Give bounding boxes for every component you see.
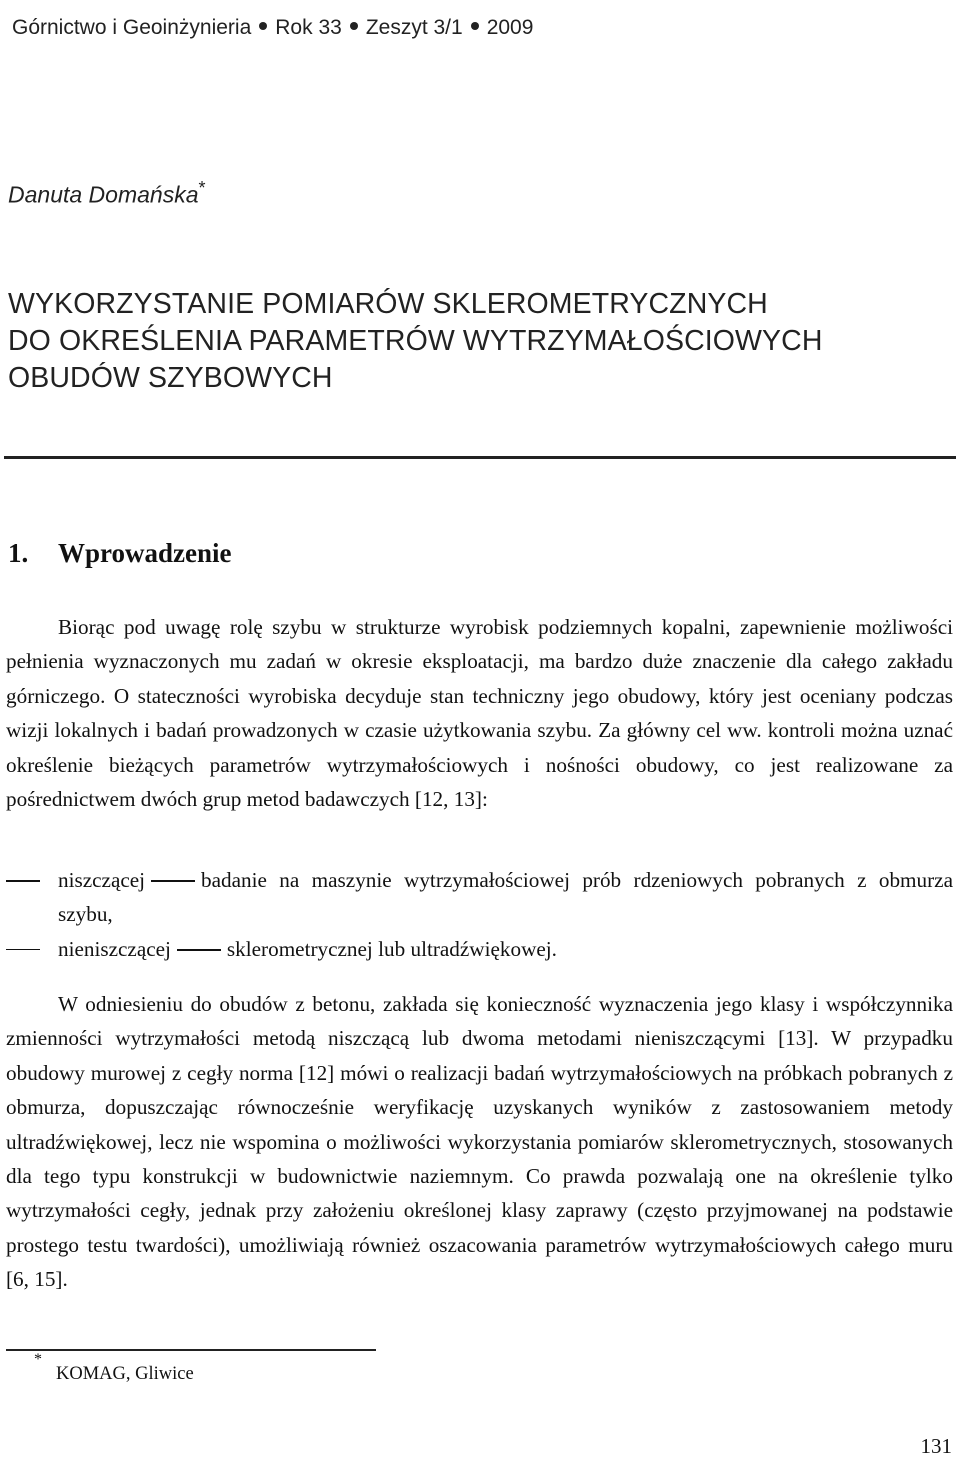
title-line: OBUDÓW SZYBOWYCH [8,362,333,394]
method-list [6,863,953,966]
journal-date: 2009 [486,16,534,39]
footnote-mark: * [34,1351,42,1368]
bullet-separator-icon [350,22,358,30]
list-term: nieniszczącej [58,936,171,961]
list-description: sklerometrycznej lub ultradźwiękowej. [226,936,557,961]
paragraph-text: W odniesieniu do obudów z betonu, zakłada się konieczność wyznaczenia jego klasy i współczynnika zmienności wytrzymałości metodą niszczącą lub dwoma metodami nieniszczącymi [13]. W przypadku obudowy murowej z cegły norma [12] mówi o realizacji badań wytrzymałościowych na próbkach pobranych z obmurza, dopuszczając równocześnie weryfikację uzyskanych wyników z zastosowaniem metody ultradźwiękowej, lecz nie wspomina o możliwości wykorzystania pomiarów sklerometrycznych, stosowanych dla tego typu konstrukcji w budownictwie naziemnym. Co prawda pozwalają one na określenie tylko wytrzymałości cegły, jednak przy założeniu określonej klasy zaprawy (często przyjmowanej na podstawie prostego testu twardości), umożliwiają również oszacowania parametrów wytrzymałościowych całego muru [6, 15]. [6,992,953,1292]
dash-bullet-icon [6,949,40,951]
title-line: WYKORZYSTANIE POMIARÓW SKLEROMETRYCZNYCH [8,288,768,320]
paper-title [8,286,948,397]
section-heading [8,538,232,569]
journal-name: Górnictwo i Geoinżynieria [12,16,252,39]
list-term: niszczącej [58,868,146,892]
author-name: Danuta Domańska [8,181,199,208]
running-head [12,16,533,40]
journal-issue: Zeszyt 3/1 [365,16,463,39]
title-divider [4,456,956,459]
footnote-divider [6,1349,376,1351]
footnote [34,1351,194,1384]
author [8,178,206,209]
journal-year: Rok 33 [275,16,342,39]
bullet-separator-icon [471,22,479,30]
body-paragraph [6,610,953,816]
dash-bullet-icon [6,880,40,882]
list-item [6,932,953,966]
title-line: DO OKREŚLENIA PARAMETRÓW WYTRZYMAŁOŚCIOWYCH [8,325,823,357]
paragraph-text: Biorąc pod uwagę rolę szybu w strukturze wyrobisk podziemnych kopalni, zapewnienie możliwości pełnienia wyznaczonych mu zadań w okresie eksploatacji, ma bardzo duże znaczenie dla całego zakładu górniczego. O stateczności wyrobiska decyduje stan techniczny jego obudowy, który jest oceniany podczas wizji lokalnych i badań prowadzonych w czasie użytkowania szybu. Za główny cel ww. kontroli można uznać określenie bieżących parametrów wytrzymałościowych i nośności obudowy, co jest realizowane za pośrednictwem dwóch grup metod badawczych [12, 13]: [6,615,953,812]
section-number: 1. [8,538,29,568]
author-footnote-mark: * [198,178,206,198]
list-item [6,863,953,932]
list-description: badanie na maszynie wytrzymałościowej prób rdzeniowych pobranych z obmurza szybu, [58,868,953,927]
body-paragraph [6,987,953,1297]
page-number: 131 [920,1434,952,1458]
em-dash-icon [177,949,221,951]
footnote-text: KOMAG, Gliwice [56,1364,194,1384]
section-title: Wprowadzenie [58,538,232,568]
bullet-separator-icon [259,22,267,30]
em-dash-icon [151,880,195,882]
